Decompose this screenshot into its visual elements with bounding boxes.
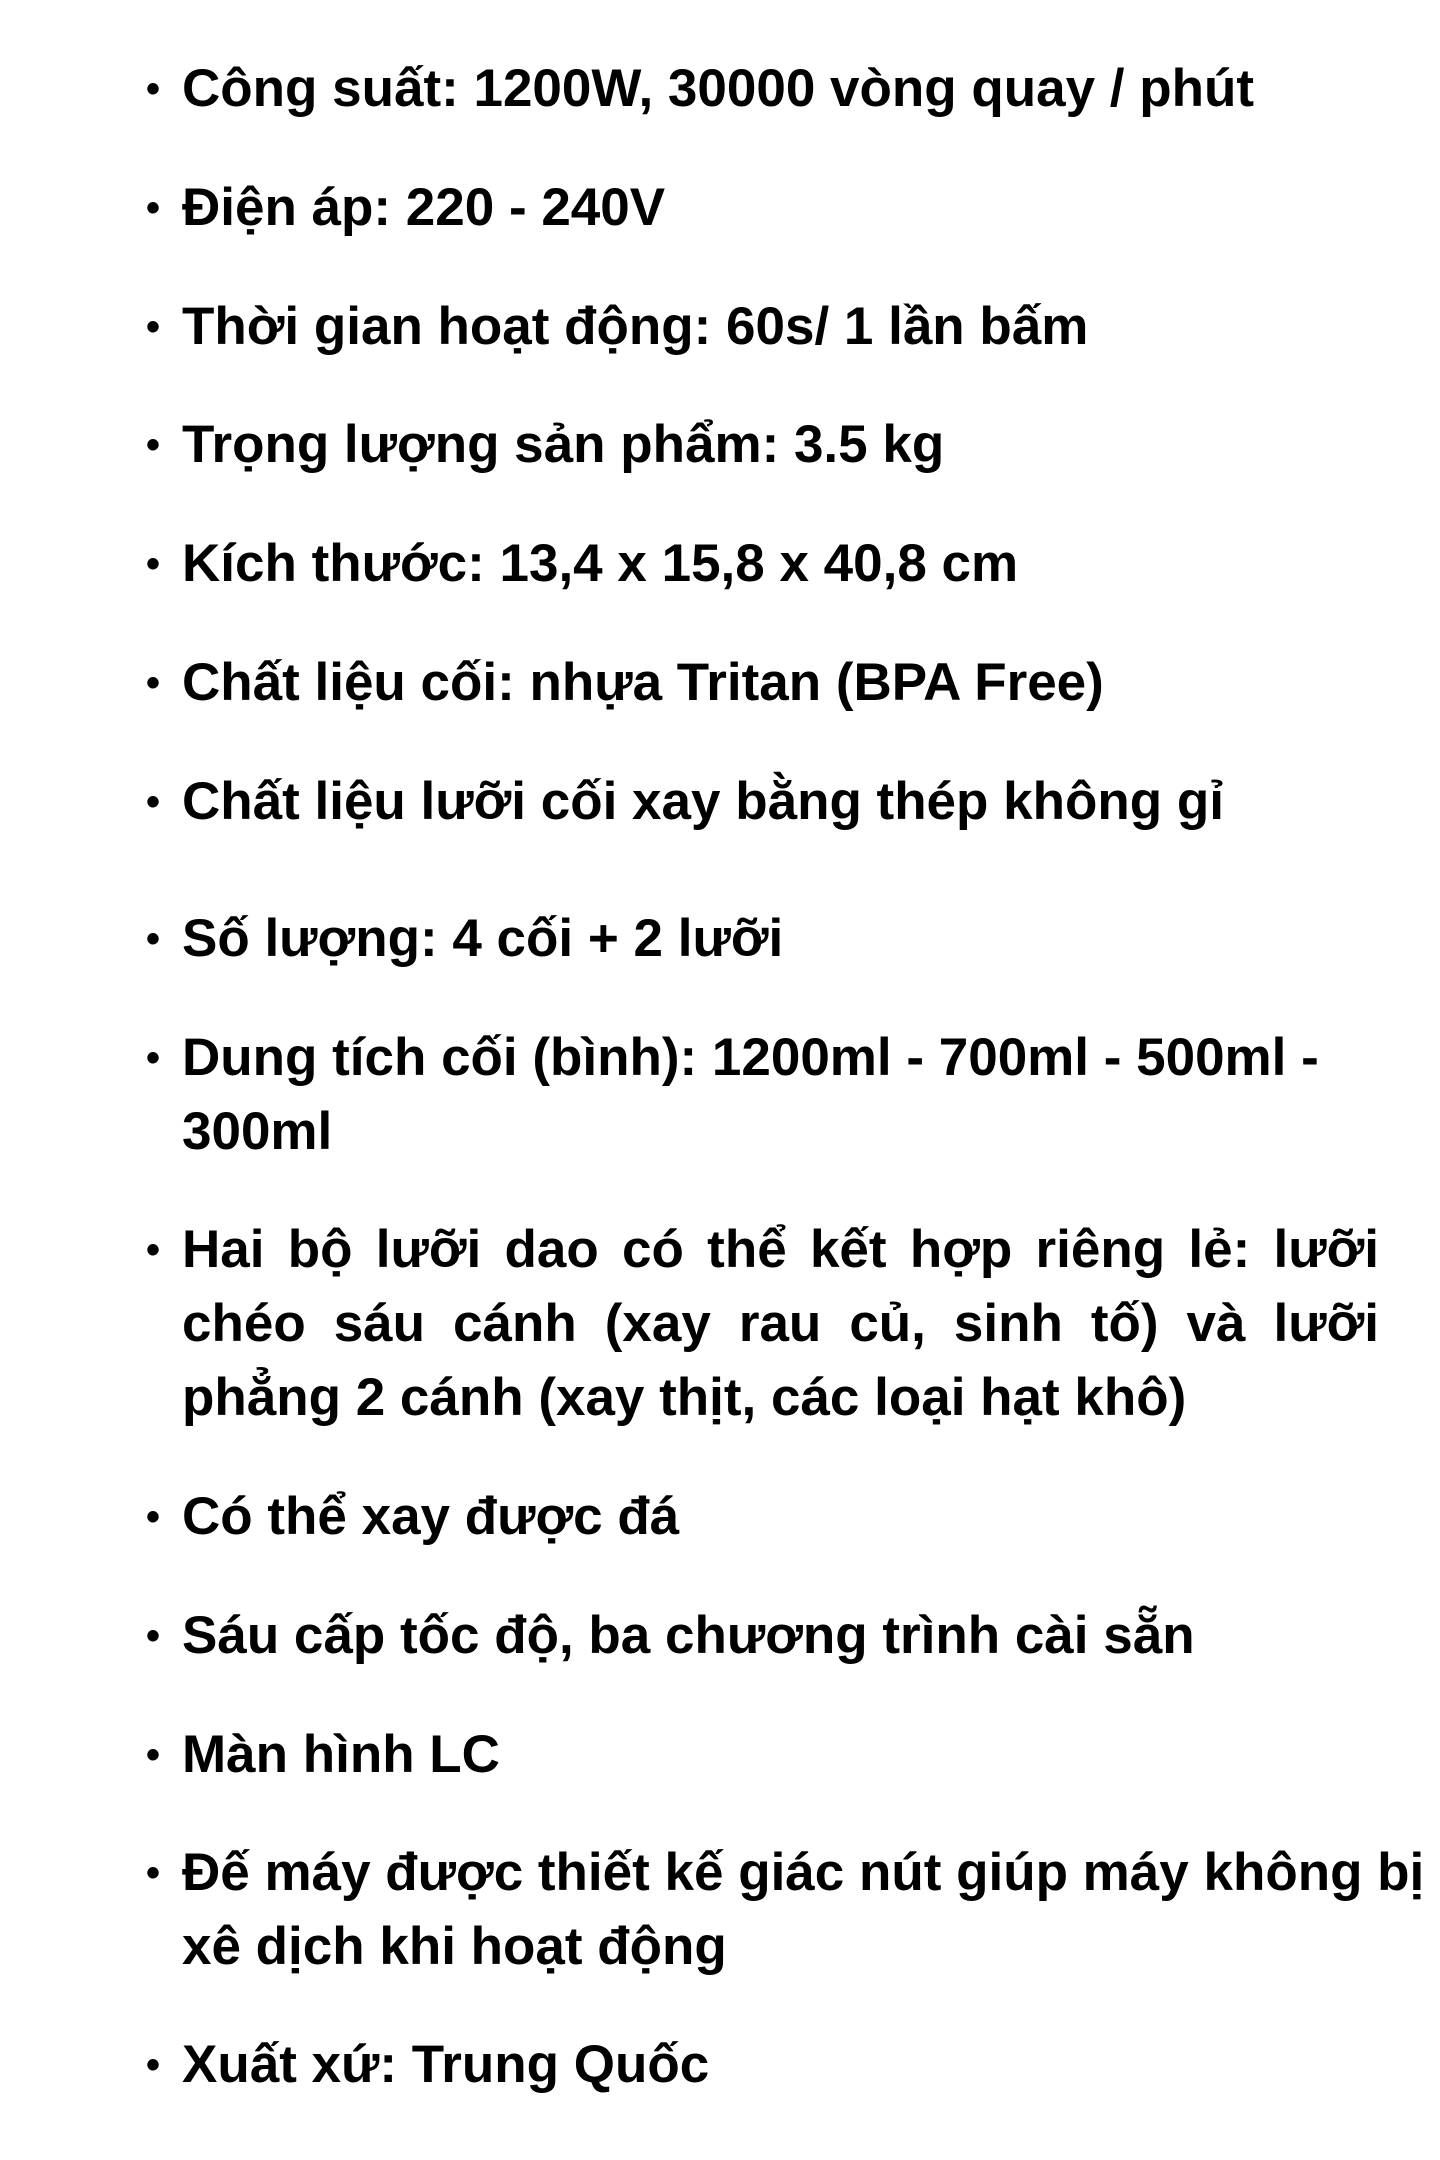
- bullet-icon: •: [146, 423, 161, 467]
- spec-text: Hai bộ lưỡi dao có thể kết hợp riêng lẻ: lưỡi chéo sáu cánh (xay rau củ, sinh tố) và lưỡi phẳng 2 cánh (xay thịt, các loại hạt khô): [182, 1220, 1379, 1427]
- spec-text: Có thể xay được đá: [182, 1487, 680, 1546]
- spec-item-ice-crushing: [146, 1480, 1380, 1554]
- spec-text: Chất liệu lưỡi cối xay bằng thép không gỉ: [182, 772, 1224, 831]
- bullet-icon: •: [146, 1036, 161, 1080]
- spec-item-base: [146, 1836, 1425, 1984]
- spec-text: Đế máy được thiết kế giác nút giúp máy không bị xê dịch khi hoạt động: [182, 1843, 1425, 1976]
- spec-item-display: [146, 1718, 1380, 1792]
- bullet-icon: •: [146, 1495, 161, 1539]
- spec-text: Số lượng: 4 cối + 2 lưỡi: [182, 909, 784, 968]
- spec-item-speeds: [146, 1599, 1380, 1673]
- bullet-icon: •: [146, 780, 161, 824]
- spec-item-operating-time: [146, 290, 1380, 364]
- spec-text: Màn hình LC: [182, 1725, 500, 1784]
- spec-item-quantity: [146, 902, 1380, 976]
- spec-text: Trọng lượng sản phẩm: 3.5 kg: [182, 415, 945, 474]
- bullet-icon: •: [146, 2043, 161, 2087]
- spec-text: Xuất xứ: Trung Quốc: [182, 2035, 710, 2094]
- spec-text: Sáu cấp tốc độ, ba chương trình cài sẵn: [182, 1606, 1195, 1665]
- spec-text: Dung tích cối (bình): 1200ml - 700ml - 500ml - 300ml: [182, 1028, 1319, 1161]
- bullet-icon: •: [146, 186, 161, 230]
- bullet-icon: •: [146, 917, 161, 961]
- spec-text: Chất liệu cối: nhựa Tritan (BPA Free): [182, 653, 1104, 712]
- bullet-icon: •: [146, 305, 161, 349]
- bullet-icon: •: [146, 542, 161, 586]
- spec-item-weight: [146, 408, 1380, 482]
- spec-item-jar-material: [146, 646, 1380, 720]
- spec-text: Thời gian hoạt động: 60s/ 1 lần bấm: [182, 297, 1089, 356]
- spec-text: Kích thước: 13,4 x 15,8 x 40,8 cm: [182, 534, 1019, 593]
- spec-item-power: [146, 52, 1380, 126]
- bullet-icon: •: [146, 1228, 161, 1272]
- spec-item-origin: [146, 2028, 1380, 2102]
- spec-item-dimensions: [146, 527, 1380, 601]
- spec-text: Công suất: 1200W, 30000 vòng quay / phút: [182, 59, 1255, 118]
- bullet-icon: •: [146, 1733, 161, 1777]
- bullet-icon: •: [146, 1851, 161, 1895]
- spec-item-blade-sets: [146, 1213, 1380, 1435]
- spec-item-capacity: [146, 1021, 1380, 1169]
- bullet-icon: •: [146, 1614, 161, 1658]
- bullet-icon: •: [146, 661, 161, 705]
- bullet-icon: •: [146, 67, 161, 111]
- spec-text: Điện áp: 220 - 240V: [182, 178, 666, 237]
- spec-item-blade-material: [146, 765, 1380, 839]
- spec-item-voltage: [146, 171, 1380, 245]
